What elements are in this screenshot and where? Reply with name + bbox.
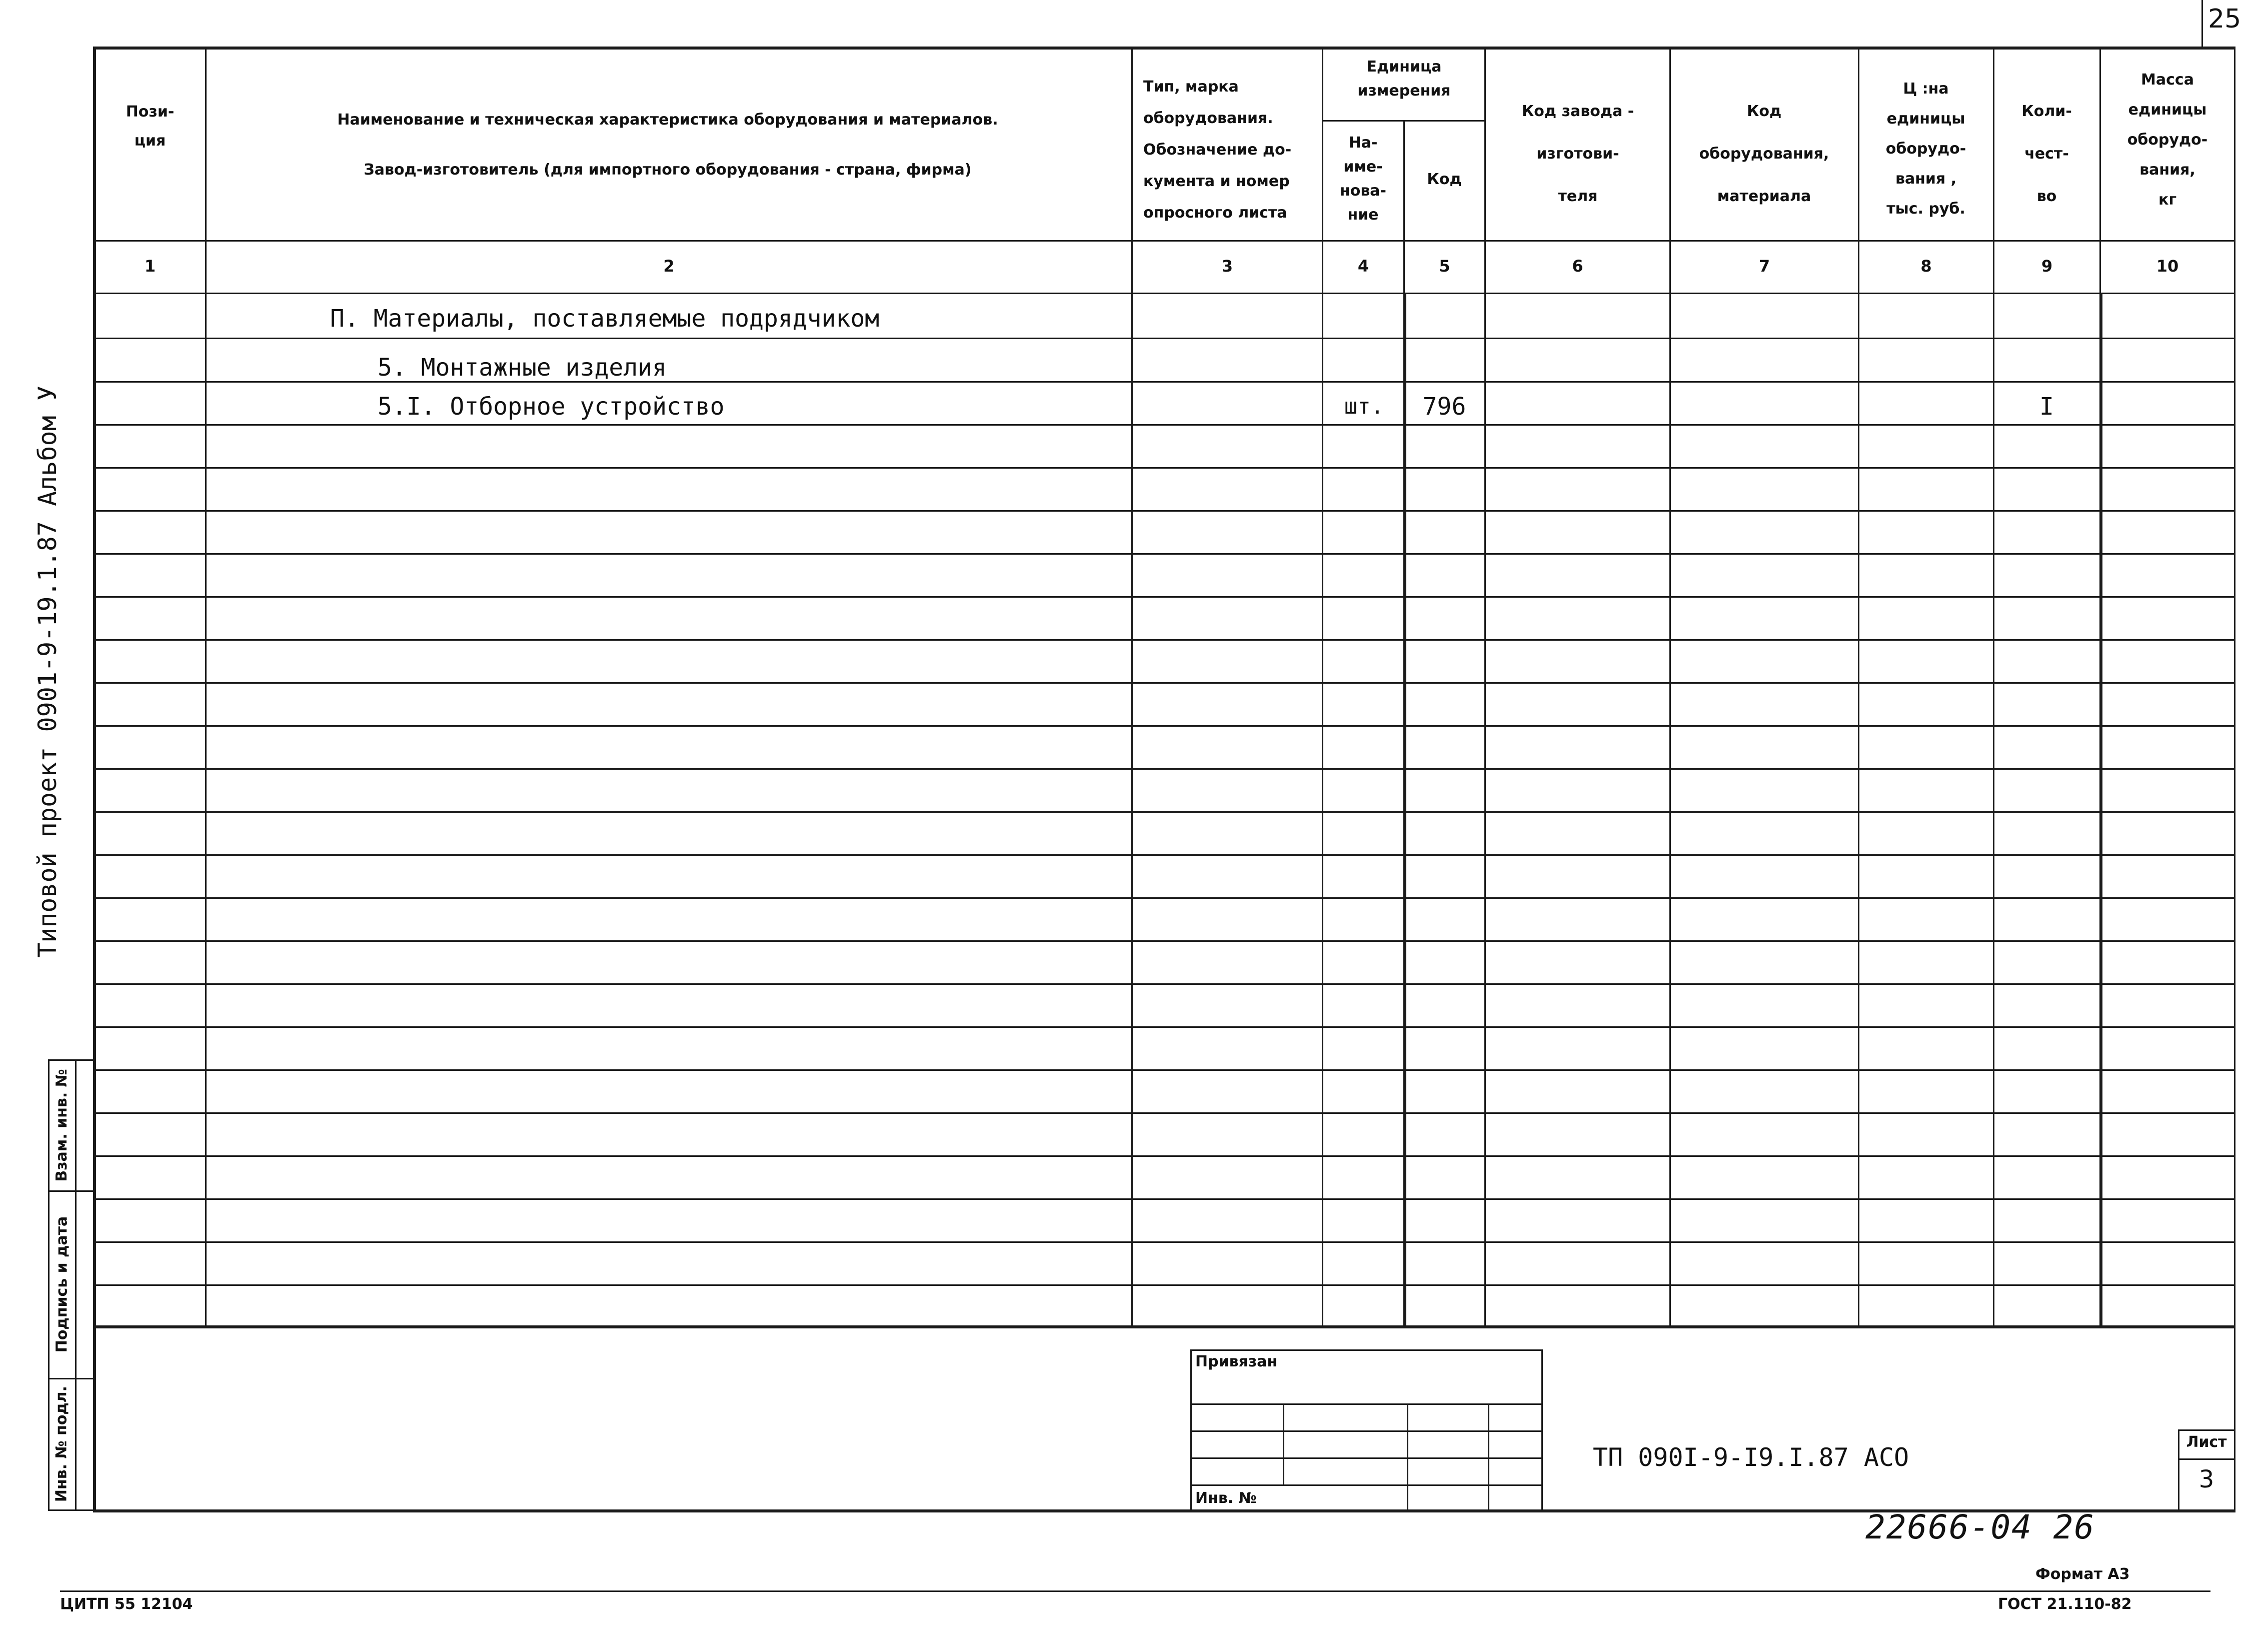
- stamp-sheet-label: Лист: [2186, 1433, 2227, 1451]
- header-col10-line3: оборудо-: [2127, 131, 2208, 149]
- page-number: 25: [2208, 4, 2241, 34]
- handwritten-number: 22666-04 26: [1865, 1508, 2095, 1546]
- col-number: 2: [663, 257, 675, 276]
- header-col1-line1: Пози-: [126, 103, 175, 121]
- side-stamp-inv-orig: Инв. № подл.: [53, 1385, 71, 1502]
- row-name: 5.I. Отборное устройство: [378, 393, 725, 421]
- row-qty: I: [2039, 393, 2054, 421]
- col-number: 6: [1572, 257, 1583, 276]
- header-col8-line3: оборудо-: [1885, 140, 1966, 158]
- header-col1-line2: ция: [134, 132, 166, 150]
- header-col6-line3: теля: [1558, 188, 1598, 205]
- header-col9-line3: во: [2036, 188, 2057, 205]
- header-col3-line5: опросного листа: [1143, 204, 1287, 222]
- header-col10-line2: единицы: [2128, 101, 2207, 119]
- row-unit: шт.: [1344, 394, 1384, 419]
- header-col7-line3: материала: [1717, 188, 1811, 205]
- row-code: 796: [1422, 393, 1466, 421]
- format-label: Формат А3: [2035, 1565, 2130, 1583]
- col-number: 4: [1357, 257, 1369, 276]
- side-stamp-inv: Взам. инв. №: [53, 1069, 71, 1182]
- header-col2-line2: Завод-изготовитель (для импортного оборудования - страна, фирма): [364, 161, 972, 179]
- header-col3-line4: кумента и номер: [1143, 173, 1290, 190]
- col-number: 10: [2156, 257, 2179, 276]
- stamp-inv-no: Инв. №: [1195, 1489, 1257, 1507]
- row-name: 5. Монтажные изделия: [378, 354, 667, 382]
- stamp-privyazan: Привязан: [1195, 1353, 1278, 1370]
- header-col7-line2: оборудования,: [1699, 145, 1829, 163]
- header-col4-line3: нова-: [1339, 182, 1387, 200]
- col-number: 1: [144, 257, 156, 276]
- header-col4-line4: ние: [1347, 206, 1379, 224]
- header-col3-line3: Обозначение до-: [1143, 141, 1292, 159]
- cittp-code: ЦИТП 55 12104: [60, 1595, 193, 1613]
- header-col3-line1: Тип, марка: [1143, 78, 1239, 96]
- header-col9-line1: Коли-: [2021, 103, 2072, 120]
- header-col4-line2: име-: [1343, 158, 1383, 176]
- header-col9-line2: чест-: [2024, 145, 2069, 163]
- stamp-sheet-number: 3: [2198, 1465, 2214, 1493]
- header-col8-line1: Ц :на: [1903, 80, 1949, 98]
- header-col2-line1: Наименование и техническая характеристика оборудования и материалов.: [337, 111, 998, 129]
- col-number: 8: [1920, 257, 1932, 276]
- header-col8-line5: тыс. руб.: [1886, 200, 1965, 218]
- row-name: П. Материалы, поставляемые подрядчиком: [330, 305, 880, 333]
- stamp-designation: ТП 090I-9-I9.I.87 АСО: [1593, 1443, 1909, 1472]
- header-col8-line4: вания ,: [1895, 170, 1957, 188]
- col-number: 5: [1439, 257, 1450, 276]
- col-number: 3: [1221, 257, 1233, 276]
- gost-label: ГОСТ 21.110-82: [1998, 1595, 2132, 1613]
- col-number: 7: [1758, 257, 1770, 276]
- header-col3-line2: оборудования.: [1143, 110, 1273, 127]
- header-col10-line5: кг: [2158, 191, 2177, 209]
- col-number: 9: [2041, 257, 2053, 276]
- header-col7-line1: Код: [1746, 103, 1782, 120]
- header-col6-line2: изготови-: [1536, 145, 1619, 163]
- header-col10-line4: вания,: [2139, 161, 2195, 179]
- header-col6-line1: Код завода -: [1521, 103, 1634, 120]
- album-title: Типовой проект 0901-9-19.1.87 Альбом У: [33, 386, 62, 958]
- header-col4-line1: На-: [1348, 134, 1378, 152]
- header-col10-line1: Масса: [2141, 71, 2194, 89]
- header-col8-line2: единицы: [1886, 110, 1965, 128]
- side-stamp-sign-date: Подпись и дата: [53, 1216, 71, 1353]
- header-unit-line2: измерения: [1357, 82, 1451, 100]
- header-col5: Код: [1427, 171, 1462, 188]
- header-unit-line1: Единица: [1366, 58, 1442, 76]
